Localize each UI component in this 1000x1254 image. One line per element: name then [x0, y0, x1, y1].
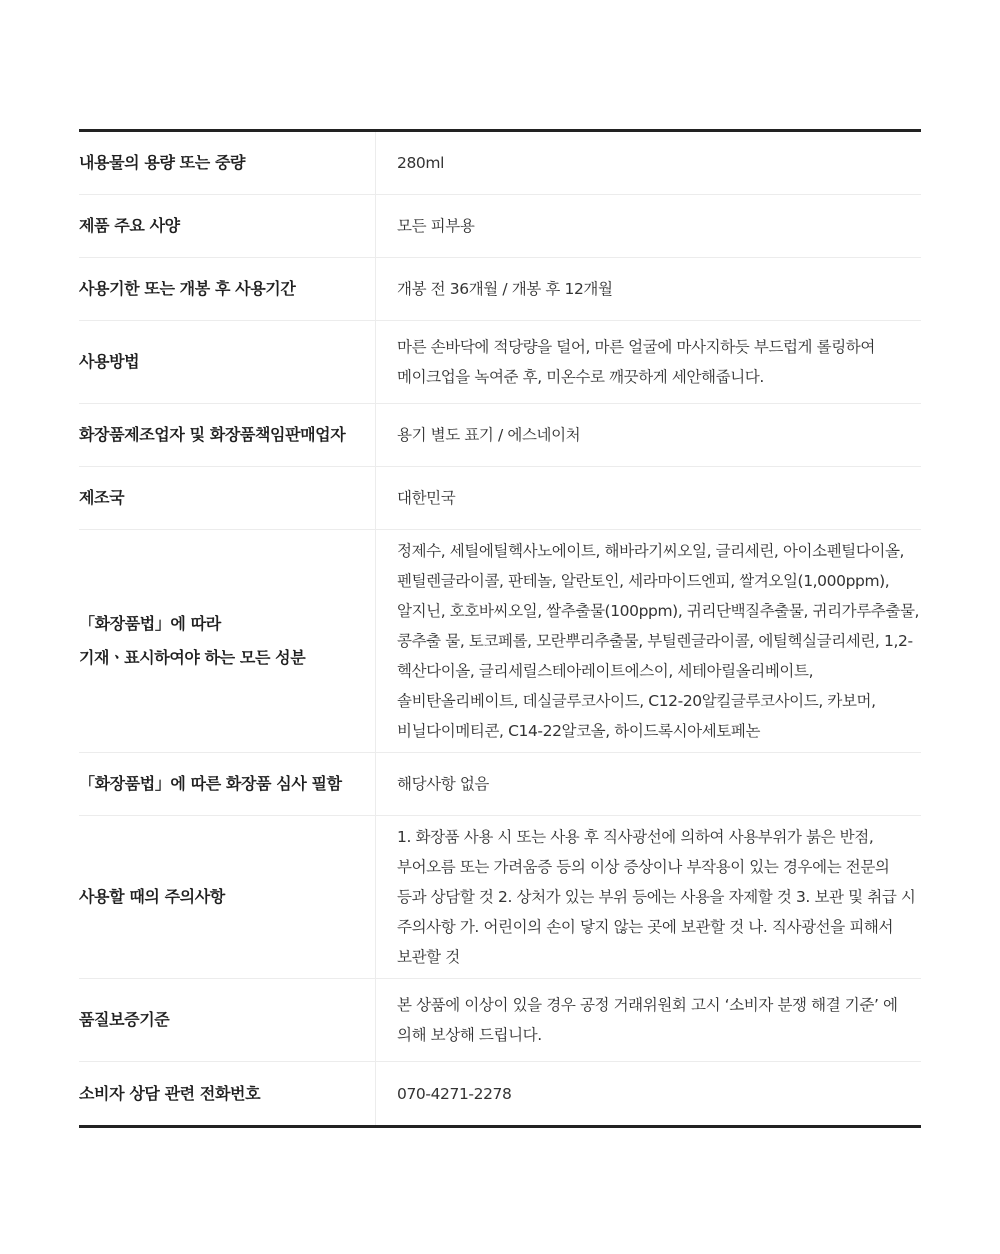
- row-value-review: 해당사항 없음: [375, 753, 921, 815]
- row-label-phone: 소비자 상담 관련 전화번호: [79, 1083, 261, 1103]
- row-label-usage: 사용방법: [79, 352, 140, 371]
- row-label-main-spec: 제품 주요 사양: [79, 216, 180, 235]
- row-label-cautions: 사용할 때의 주의사항: [79, 887, 225, 906]
- row-value-ingredients: 정제수, 세틸에틸헥사노에이트, 해바라기씨오일, 글리세린, 아이소펜틸다이올, 펜틸렌글라이콜, 판테놀, 알란토인, 세라마이드엔피, 쌀겨오일(1,000ppm), 알지닌, 호호바씨오일, 쌀추출물(100ppm), 귀리단백질추출물, 귀리가루추출물, 콩추출 물, 토코페롤, 모란뿌리추출물, 부틸렌글라이콜, 에틸헥실글리세린, 1,2-헥산다이올, 글리세릴스테아레이트에스이, 세테아릴올리베이트, 솔비탄올리베이트, 데실글루코사이드, C12-20알킬글루코사이드, 카보머, 비닐다이메티콘, C14-22알코올, 하이드록시아세토페논: [375, 530, 921, 752]
- row-value-capacity: 280ml: [375, 132, 921, 194]
- table-row: [79, 132, 921, 195]
- table-row: [79, 321, 921, 404]
- table-row: [79, 530, 921, 753]
- row-label-ingredients: 「화장품법」에 따라 기재ㆍ표시하여야 하는 모든 성분: [79, 614, 306, 667]
- row-label-country: 제조국: [79, 488, 125, 507]
- row-label-manufacturer: 화장품제조업자 및 화장품책임판매업자: [79, 425, 346, 444]
- row-value-cautions: 1. 화장품 사용 시 또는 사용 후 직사광선에 의하여 사용부위가 붉은 반점, 부어오름 또는 가려움증 등의 이상 증상이나 부작용이 있는 경우에는 전문의 등과 상담할 것 2. 상처가 있는 부위 등에는 사용을 자제할 것 3. 보관 및 취급 시 주의사항 가. 어린이의 손이 닿지 않는 곳에 보관할 것 나. 직사광선을 피해서 보관할 것: [375, 816, 921, 978]
- table-row: [79, 467, 921, 530]
- row-label-expiry: 사용기한 또는 개봉 후 사용기간: [79, 279, 296, 298]
- row-value-phone: 070-4271-2278: [375, 1062, 921, 1125]
- row-value-usage: 마른 손바닥에 적당량을 덜어, 마른 얼굴에 마사지하듯 부드럽게 롤링하여 메이크업을 녹여준 후, 미온수로 깨끗하게 세안해줍니다.: [375, 321, 921, 403]
- table-row: [79, 404, 921, 467]
- table-row: [79, 816, 921, 979]
- product-info-table: [79, 129, 921, 1128]
- row-value-quality: 본 상품에 이상이 있을 경우 공정 거래위원회 고시 ‘소비자 분쟁 해결 기준’ 에 의해 보상해 드립니다.: [375, 979, 921, 1061]
- row-value-expiry: 개봉 전 36개월 / 개봉 후 12개월: [375, 258, 921, 320]
- table-row: [79, 979, 921, 1062]
- table-row: [79, 258, 921, 321]
- row-label-capacity: 내용물의 용량 또는 중량: [79, 153, 246, 172]
- table-row: [79, 753, 921, 816]
- row-label-quality: 품질보증기준: [79, 1010, 170, 1029]
- row-value-main-spec: 모든 피부용: [375, 195, 921, 257]
- row-label-review: 「화장품법」에 따른 화장품 심사 필함: [79, 774, 342, 793]
- row-value-country: 대한민국: [375, 467, 921, 529]
- table-row: [79, 195, 921, 258]
- table-row: [79, 1062, 921, 1125]
- row-value-manufacturer: 용기 별도 표기 / 에스네이처: [375, 404, 921, 466]
